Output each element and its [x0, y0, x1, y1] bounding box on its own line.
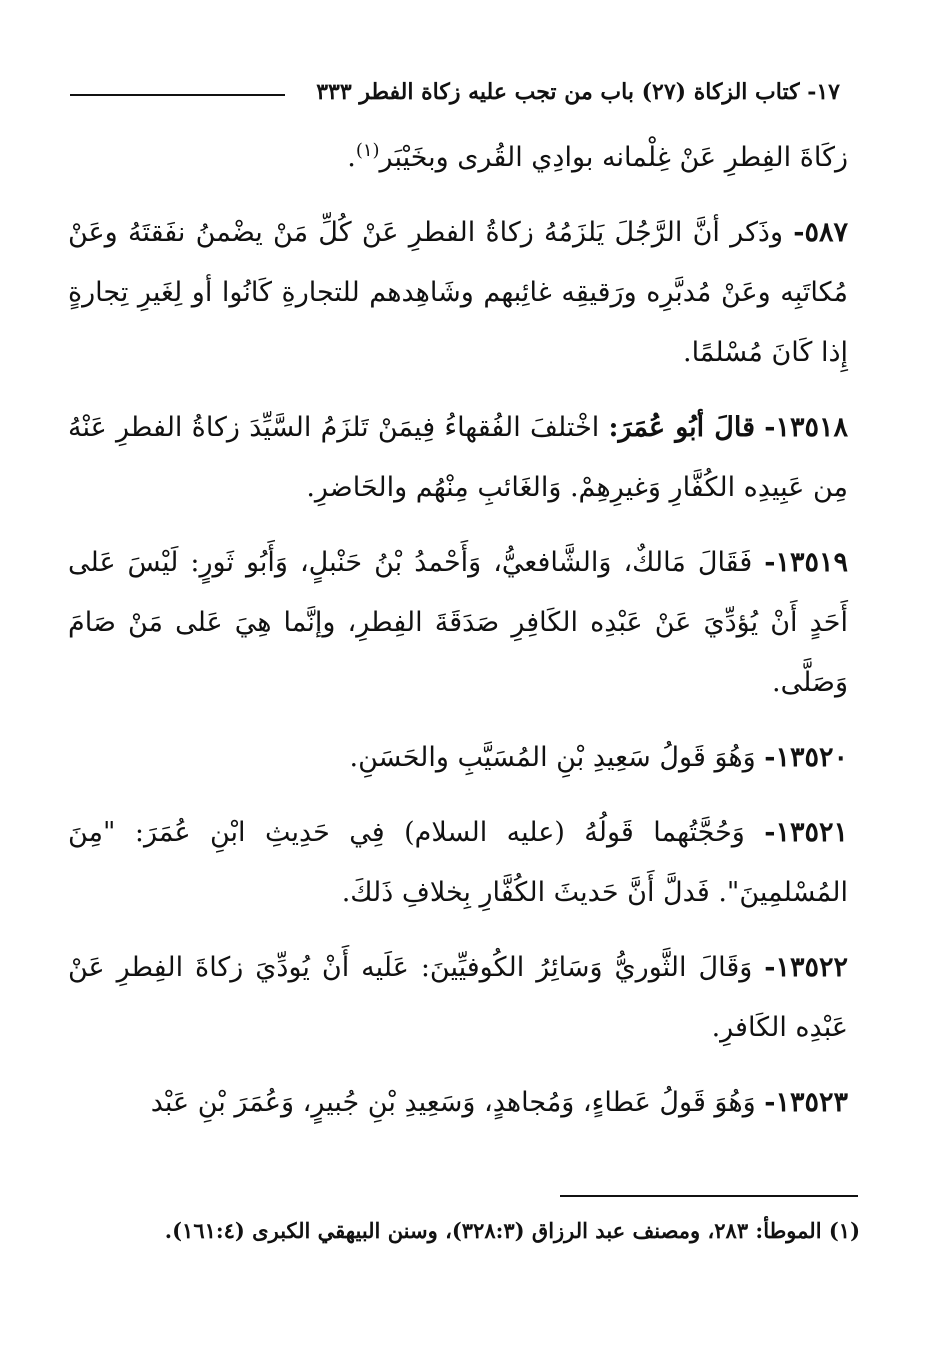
footnote	[130, 1218, 860, 1243]
paragraph-13523	[68, 1073, 848, 1133]
paragraph-587	[68, 203, 848, 383]
paragraph-tail: .	[347, 142, 356, 173]
paragraph-text: وَقَالَ الثَّوريُّ وَسَائِرُ الكُوفيِّينَ: عَلَيه أَنْ يُودِّيَ زكاةَ الفِطرِ عَنْ عَبْدِه الكَافرِ.	[68, 952, 848, 1043]
paragraph-13521	[68, 803, 848, 923]
paragraph-number: ١٣٥١٩-	[764, 547, 848, 578]
paragraph-text: وذَكر أنَّ الرَّجُلَ يَلزَمُهُ زكاةُ الفطرِ عَنْ كُلِّ مَنْ يضْمنُ نفَقتَهُ وعَنْ مُكاتَبِه وعَنْ مُدبَّرِه ورَقيقِه غائِبهم وشَاهِدهم للتجارةِ كَانُوا أو لِغَيرِ تِجارةٍ إِذا كَانَ مُسْلمًا.	[68, 217, 848, 368]
footnote-rule	[560, 1195, 858, 1197]
paragraph-13520	[68, 728, 848, 788]
paragraph-text: زكَاةَ الفِطرِ عَنْ غِلْمانه بوادِي القُرى وبخَيْبَر	[379, 142, 848, 173]
paragraph-number: ٥٨٧-	[793, 217, 848, 248]
paragraph-text: وَحُجَّتُهما قَولُهُ (عليه السلام) فِي حَدِيثِ ابْنِ عُمَرَ: "مِنَ المُسْلمِينَ". فَدلَّ أَنَّ حَديثَ الكُفَّارِ بِخلافِ ذَلكَ.	[68, 817, 848, 908]
paragraph-number: ١٣٥١٨-	[764, 412, 848, 443]
running-header	[70, 72, 840, 112]
paragraph-number: ١٣٥٢٢-	[764, 952, 848, 983]
paragraph-text: وَهُوَ قَولُ سَعِيدِ بْنِ المُسَيَّبِ والحَسَنِ.	[349, 742, 756, 773]
paragraph-13522	[68, 938, 848, 1058]
paragraph-number: ١٣٥٢١-	[764, 817, 848, 848]
header-rule	[70, 94, 285, 96]
paragraph-13518	[68, 398, 848, 518]
footnote-text: (١) الموطأ: ٢٨٣، ومصنف عبد الرزاق (٣٢٨:٣)، وسنن البيهقي الكبرى (١٦١:٤).	[164, 1218, 860, 1243]
main-text	[68, 128, 848, 1148]
paragraph-13519	[68, 533, 848, 713]
paragraph-number: ١٣٥٢٠-	[764, 742, 848, 773]
speaker-label: قالَ أبُو عُمَرَ:	[608, 412, 755, 443]
paragraph-text: وَهُوَ قَولُ عَطاءٍ، وَمُجاهدٍ، وَسَعِيدِ بْنِ جُبيرٍ، وَعُمَرَ بْنِ عَبْد	[150, 1087, 756, 1118]
header-text: ١٧- كتاب الزكاة (٢٧) باب من تجب عليه زكاة الفطر ٣٣٣	[316, 79, 840, 105]
paragraph-number: ١٣٥٢٣-	[764, 1087, 848, 1118]
paragraph-text: اخْتلفَ الفُقهاءُ فِيمَنْ تَلزَمُ السَّيِّدَ زكاةُ الفطرِ عَنْهُ مِن عَبِيدِه الكُفَّارِ وَغيرِهِمْ. وَالغَائبِ مِنْهُم والحَاضرِ.	[68, 412, 848, 503]
paragraph-continuation	[68, 128, 848, 188]
paragraph-text: فَقَالَ مَالكٌ، وَالشَّافعيُّ، وَأَحْمدُ بْنُ حَنْبلٍ، وَأَبُو ثَورٍ: لَيْسَ عَلى أَحَدٍ أَنْ يُؤدِّيَ عَنْ عَبْدِه الكَافِرِ صَدَقَةَ الفِطرِ، وإنَّما هِيَ عَلى مَنْ صَامَ وَصَلَّى.	[68, 547, 848, 698]
footnote-ref: (١)	[355, 140, 380, 161]
